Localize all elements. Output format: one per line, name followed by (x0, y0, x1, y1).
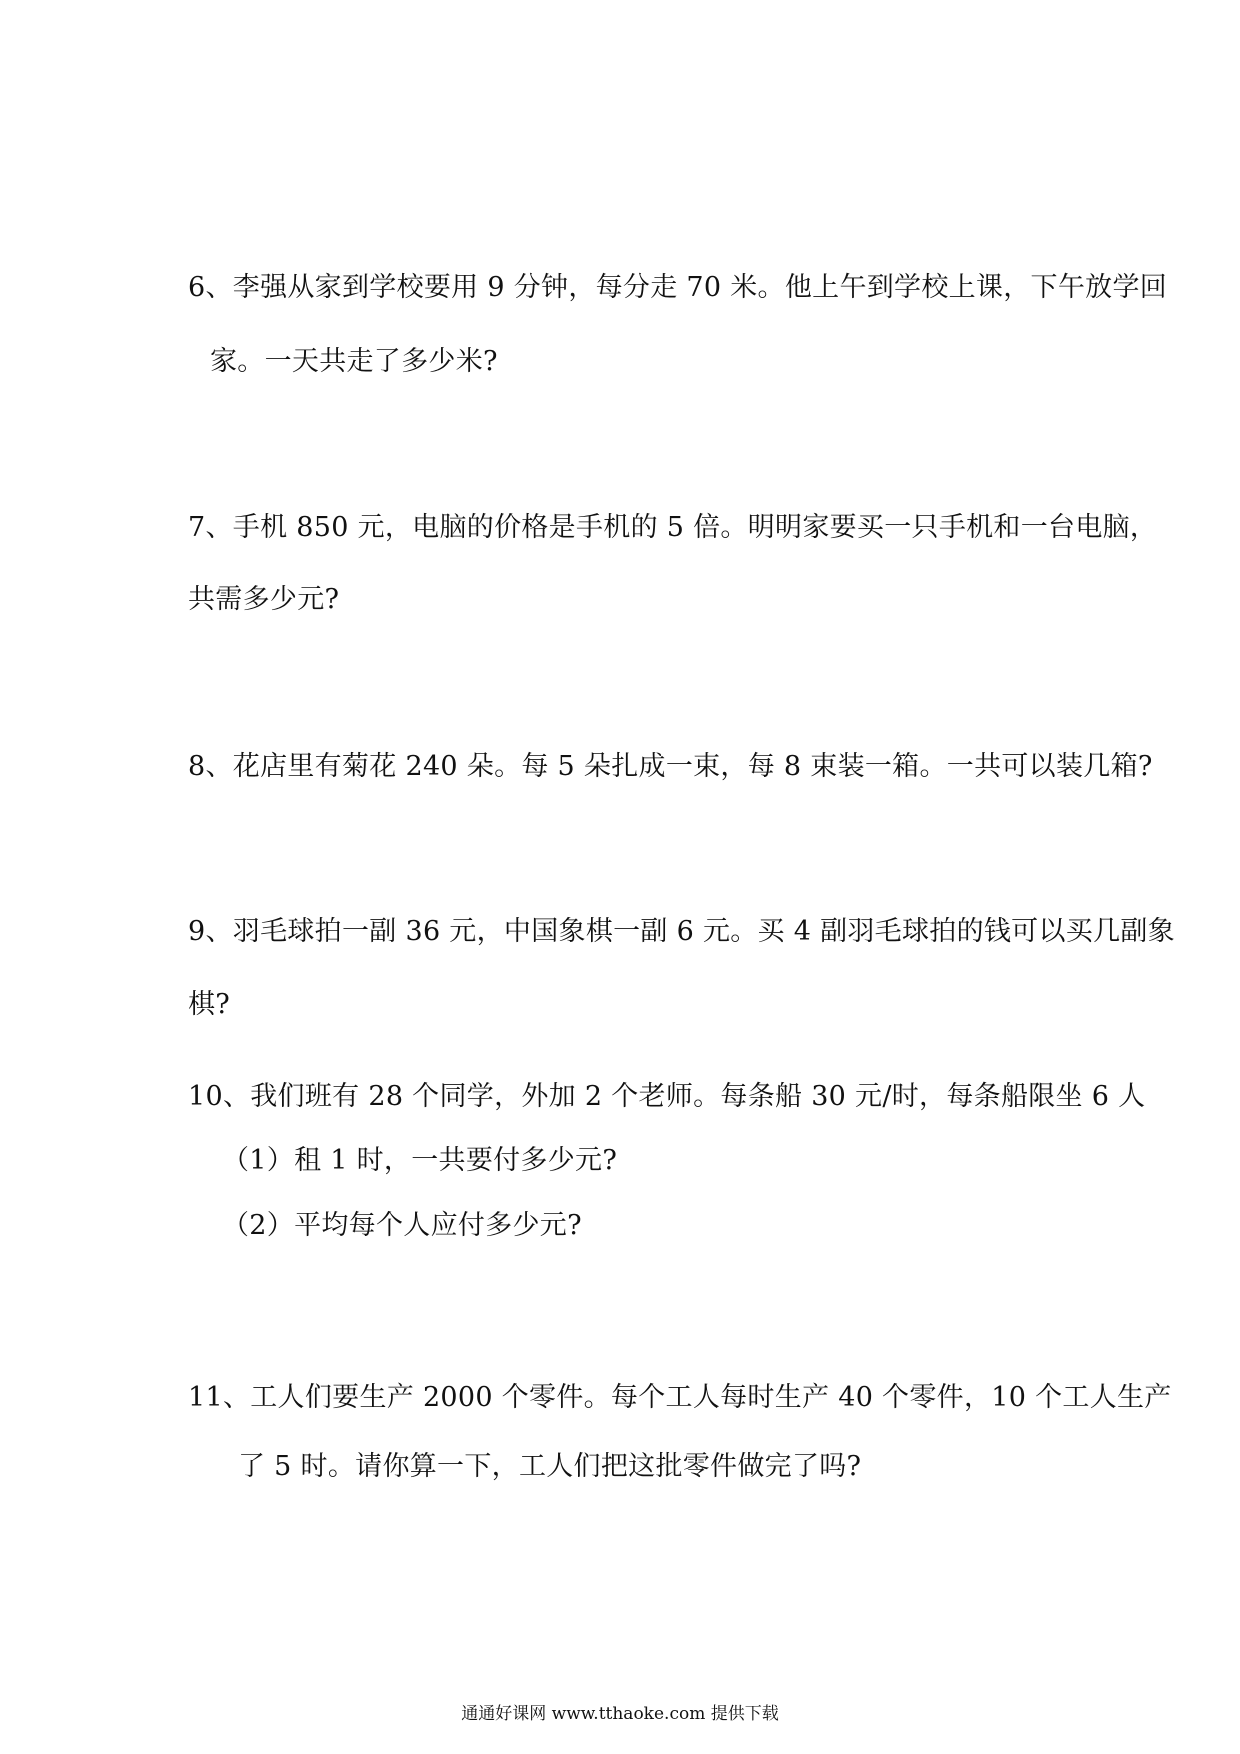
question-9-line-2: 棋? (188, 989, 231, 1020)
question-6-line-1: 6、李强从家到学校要用 9 分钟，每分走 70 米。他上午到学校上课，下午放学回 (188, 272, 1168, 303)
question-10-sub-2: （2）平均每个人应付多少元? (222, 1210, 582, 1241)
question-7-line-2: 共需多少元? (188, 584, 340, 615)
question-10-sub-1: （1）租 1 时，一共要付多少元? (222, 1145, 618, 1176)
footer: 通通好课网 www.tthaoke.com 提供下载 (461, 1704, 779, 1724)
question-6-line-2: 家。一天共走了多少米? (210, 346, 498, 377)
question-11-line-2: 了 5 时。请你算一下，工人们把这批零件做完了吗? (238, 1451, 862, 1482)
question-8-line-1: 8、花店里有菊花 240 朵。每 5 朵扎成一束，每 8 束装一箱。一共可以装几箱? (188, 751, 1153, 782)
question-11-line-1: 11、工人们要生产 2000 个零件。每个工人每时生产 40 个零件，10 个工人生产 (188, 1382, 1172, 1413)
question-7-line-1: 7、手机 850 元，电脑的价格是手机的 5 倍。明明家要买一只手机和一台电脑， (188, 512, 1158, 543)
question-10-line-1: 10、我们班有 28 个同学，外加 2 个老师。每条船 30 元/时，每条船限坐 6 人 (188, 1081, 1146, 1112)
question-9-line-1: 9、羽毛球拍一副 36 元，中国象棋一副 6 元。买 4 副羽毛球拍的钱可以买几副象 (188, 916, 1175, 947)
